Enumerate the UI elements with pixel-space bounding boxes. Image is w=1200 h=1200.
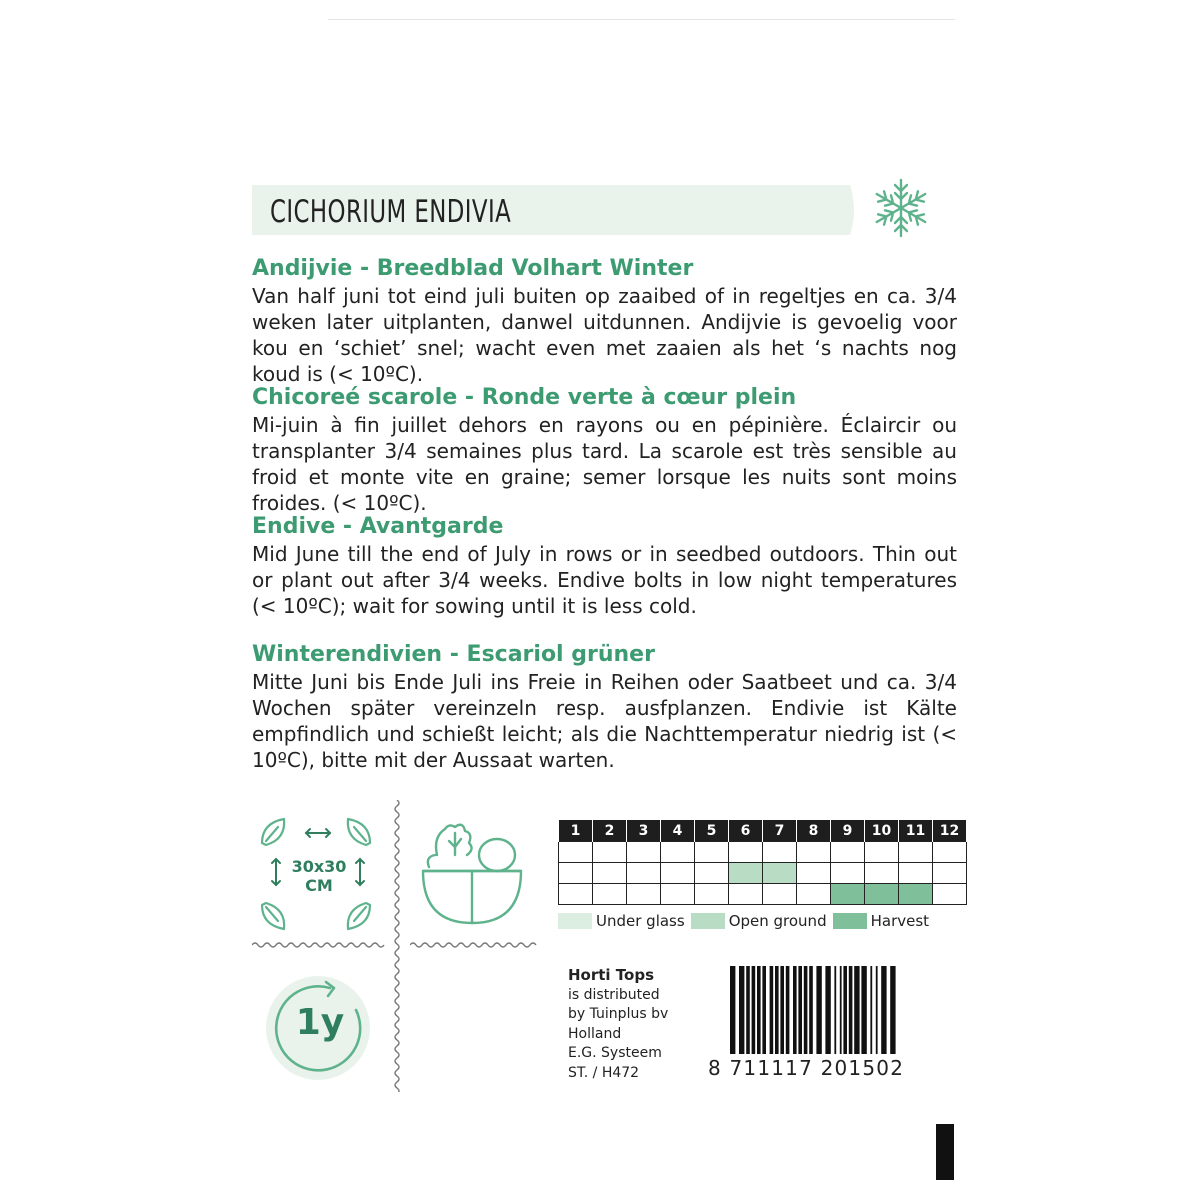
calendar-cell: [865, 842, 899, 863]
calendar-cell: [627, 842, 661, 863]
section-heading: Chicoreé scarole - Ronde verte à cœur plein: [252, 385, 797, 410]
section-french: [252, 385, 957, 516]
calendar-row-harvest: [559, 884, 967, 905]
distributor-line: E.G. Systeem: [568, 1045, 662, 1061]
distributor-info: [568, 966, 668, 1083]
calendar-cell: [899, 863, 933, 884]
calendar-cell: [831, 863, 865, 884]
barcode-bar: [775, 966, 779, 1054]
wavy-divider: [410, 938, 540, 952]
distributor-line: by Tuinplus bv: [568, 1006, 669, 1022]
month-header: 7: [763, 820, 797, 842]
month-header: 3: [627, 820, 661, 842]
barcode-bar: [739, 966, 744, 1054]
month-header: 2: [593, 820, 627, 842]
month-header: 5: [695, 820, 729, 842]
month-header: 8: [797, 820, 831, 842]
page-title: CICHORIUM ENDIVIA: [270, 194, 512, 230]
section-body: Mi-juin à fin juillet dehors en rayons ou en pépinière. Éclaircir ou transplanter 3/4 semaines plus tard. La scarole est très sensible au froid et monte vite en graine; semer lorsque les nuits sont moins froides. (< 10ºC).: [252, 413, 957, 515]
distributor-line: Holland: [568, 1025, 622, 1042]
calendar-cell: [797, 863, 831, 884]
section-german: [252, 642, 957, 773]
barcode-bar: [849, 966, 853, 1054]
legend-open-ground: [691, 912, 827, 930]
spacing-label: [289, 857, 349, 895]
month-header: 10: [865, 820, 899, 842]
calendar-cell: [593, 884, 627, 905]
section-heading: Winterendivien - Escariol grüner: [252, 642, 655, 667]
month-header: 9: [831, 820, 865, 842]
calendar-cell: [661, 842, 695, 863]
calendar-cell: [763, 863, 797, 884]
calendar-legend: [558, 912, 935, 930]
calendar-cell: [695, 863, 729, 884]
calendar-cell: [831, 884, 865, 905]
barcode-bar: [825, 966, 830, 1054]
barcode-bar: [793, 966, 797, 1054]
month-header: 4: [661, 820, 695, 842]
calendar-cell: [661, 863, 695, 884]
calendar-cell: [865, 863, 899, 884]
calendar-cell: [729, 863, 763, 884]
calendar-cell: [627, 884, 661, 905]
calendar-cell: [695, 842, 729, 863]
barcode-bar: [746, 966, 750, 1054]
calendar-cell: [729, 884, 763, 905]
section-heading: Andijvie - Breedblad Volhart Winter: [252, 256, 694, 281]
legend-swatch: [691, 913, 725, 929]
section-body: Mitte Juni bis Ende Juli ins Freie in Reihen oder Saatbeet und ca. 3/4 Wochen später vereinzeln resp. ausfplanzen. Endivie ist Kälte empfindlich und schießt leicht; als die Nachttemperatur niedrig ist (< 10ºC), bitte mit der Aussaat warten.: [252, 670, 957, 772]
calendar-row-open-ground: [559, 863, 967, 884]
barcode-bar: [786, 966, 790, 1054]
calendar-cell: [899, 884, 933, 905]
spacing-value: 30x30: [291, 857, 347, 876]
calendar-cell: [797, 884, 831, 905]
legend-swatch: [833, 913, 867, 929]
calendar-cell: [899, 842, 933, 863]
barcode-bar: [798, 966, 802, 1054]
wavy-divider: [252, 938, 387, 952]
section-heading: Endive - Avantgarde: [252, 514, 504, 539]
barcode-bar: [861, 966, 866, 1054]
distributor-line: ST. / H472: [568, 1064, 640, 1081]
legend-under-glass: [558, 912, 685, 930]
calendar-cell: [933, 884, 967, 905]
barcode-bar: [809, 966, 813, 1054]
month-header: 1: [559, 820, 593, 842]
legend-label: Open ground: [728, 912, 827, 930]
calendar-cell: [559, 863, 593, 884]
month-header: 12: [933, 820, 967, 842]
calendar-cell: [695, 884, 729, 905]
barcode-bar: [854, 966, 859, 1054]
barcode-bar: [780, 966, 784, 1054]
calendar-header: [559, 820, 967, 842]
barcode-bar: [881, 966, 886, 1054]
snowflake-icon: [870, 176, 932, 240]
calendar-cell: [593, 863, 627, 884]
wavy-divider-vertical: [390, 800, 404, 1092]
section-body: Mid June till the end of July in rows or in seedbed outdoors. Thin out or plant out after 3/4 weeks. Endive bolts in low night temperatures (< 10ºC); wait for sowing until it is less cold.: [252, 542, 957, 618]
calendar-cell: [831, 842, 865, 863]
barcode-bar: [752, 966, 756, 1054]
calendar-cell: [763, 884, 797, 905]
month-header: 6: [729, 820, 763, 842]
calendar-cell: [933, 863, 967, 884]
calendar-cell: [865, 884, 899, 905]
calendar-cell: [729, 842, 763, 863]
barcode-bar: [816, 966, 821, 1054]
barcode-bar: [804, 966, 808, 1054]
calendar-cell: [933, 842, 967, 863]
top-divider: [328, 19, 955, 20]
calendar-cell: [559, 842, 593, 863]
month-header: 11: [899, 820, 933, 842]
lifecycle-label: 1y: [295, 1002, 345, 1043]
barcode-bar: [757, 966, 761, 1054]
section-english: [252, 514, 957, 619]
print-mark: [936, 1124, 954, 1180]
calendar-cell: [661, 884, 695, 905]
legend-label: Under glass: [596, 912, 685, 930]
bowl-icon: [415, 815, 530, 933]
spacing-unit: CM: [305, 876, 333, 895]
barcode-bar: [870, 966, 872, 1054]
barcode-bar: [770, 966, 774, 1054]
calendar-row-under-glass: [559, 842, 967, 863]
calendar-cell: [763, 842, 797, 863]
barcode-icon: [708, 966, 960, 1054]
brand-name: Horti Tops: [568, 966, 655, 984]
barcode-bar: [762, 966, 766, 1054]
legend-label: Harvest: [870, 912, 930, 930]
barcode-bar: [876, 966, 878, 1054]
sowing-calendar: [558, 820, 967, 905]
section-dutch: [252, 256, 957, 387]
calendar-cell: [627, 863, 661, 884]
barcode-bar: [840, 966, 842, 1054]
barcode-number: 8 711117 201502: [708, 1056, 905, 1080]
section-body: Van half juni tot eind juli buiten op zaaibed of in regeltjes en ca. 3/4 weken later uitplanten, danwel uitdunnen. Andijvie is gevoelig voor kou en ‘schiet’ snel; wacht even met zaaien als het ‘s nachts nog koud is (< 10ºC).: [252, 284, 957, 386]
barcode-bar: [730, 966, 735, 1054]
barcode-bar: [843, 966, 847, 1054]
calendar-cell: [559, 884, 593, 905]
barcode-bar: [834, 966, 836, 1054]
calendar-cell: [797, 842, 831, 863]
distributor-line: is distributed: [568, 986, 660, 1003]
barcode-bar: [890, 966, 895, 1054]
legend-swatch: [558, 913, 592, 929]
legend-harvest: [833, 912, 929, 930]
calendar-cell: [593, 842, 627, 863]
